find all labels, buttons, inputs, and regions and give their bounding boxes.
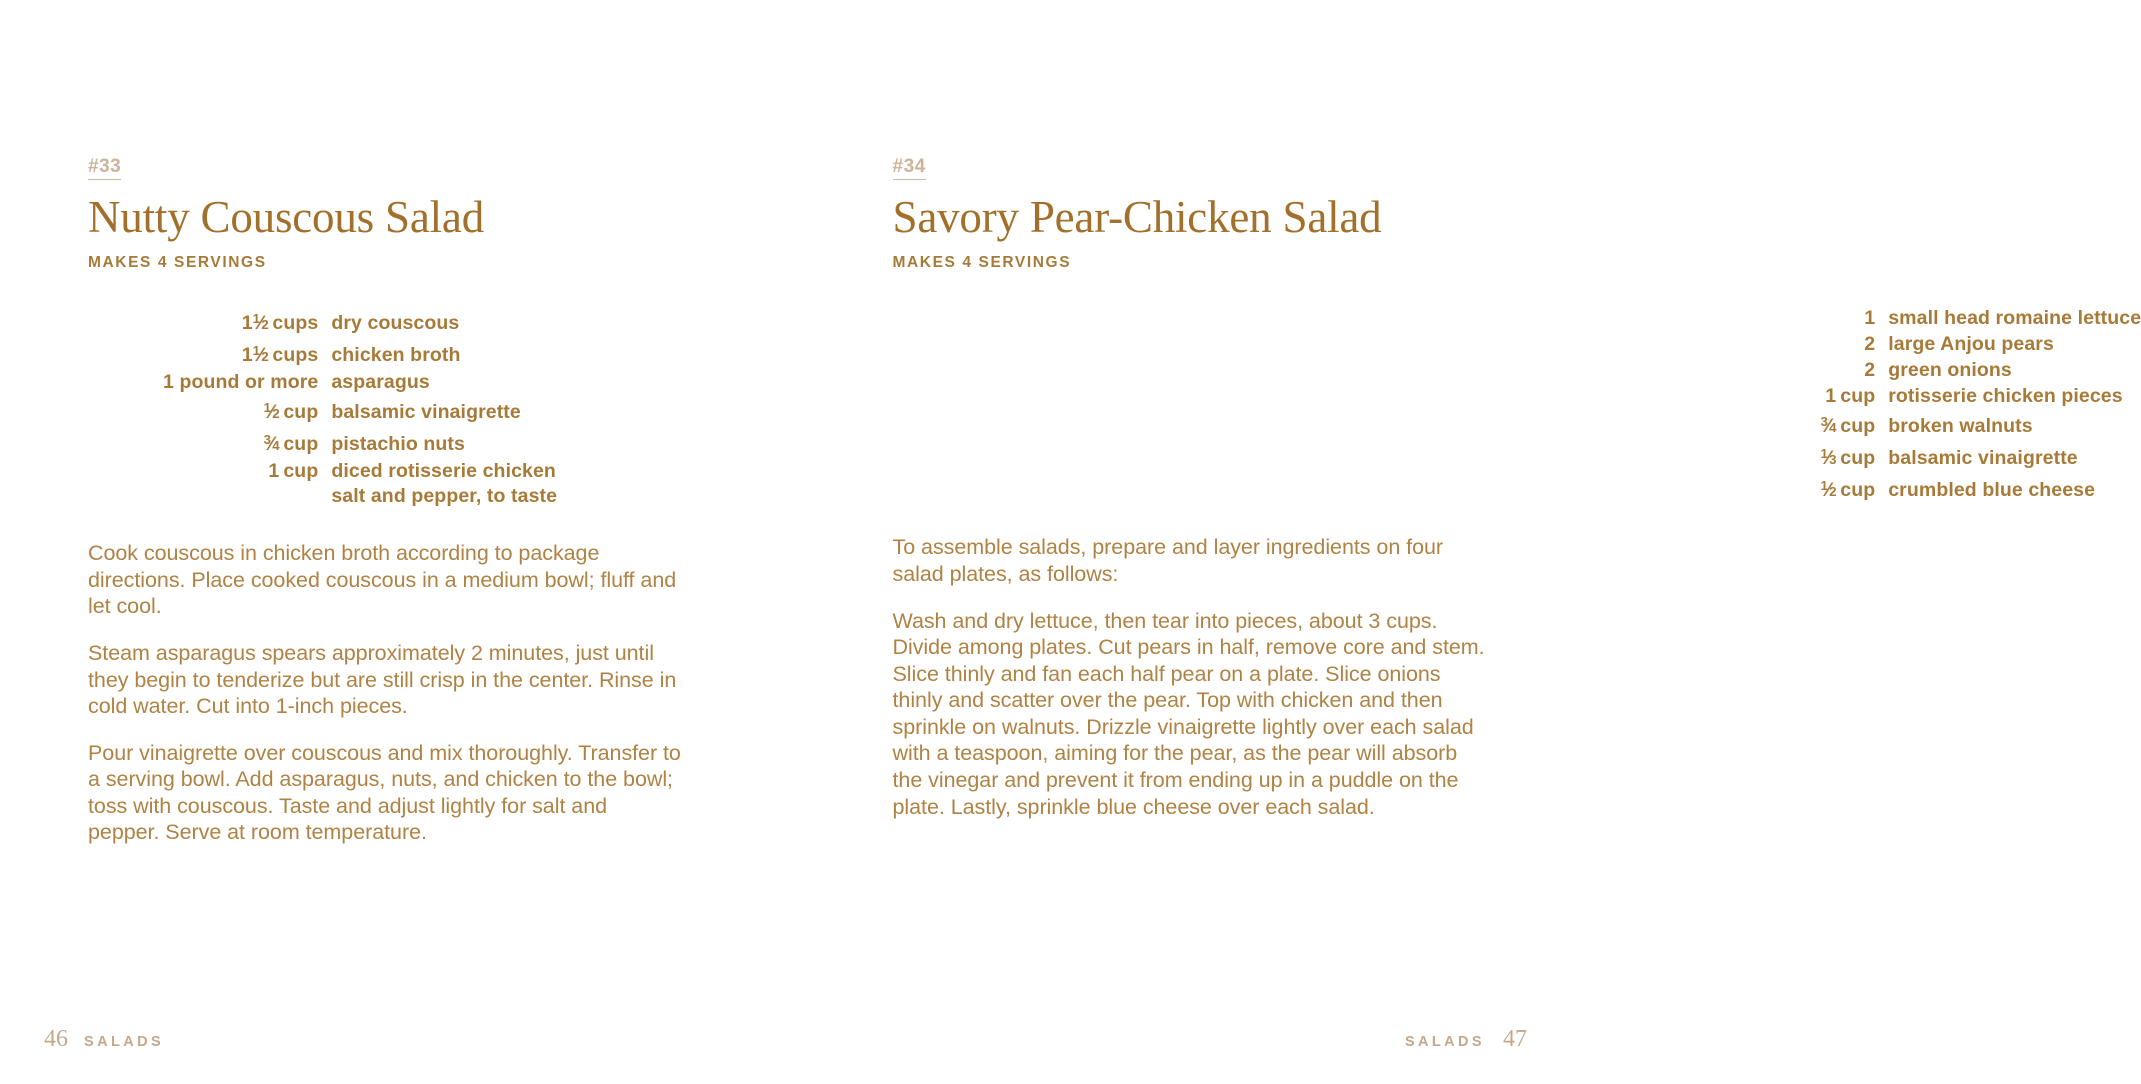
page-left (0, 0, 786, 1084)
instructions-right (893, 534, 1487, 820)
ingredient-amount: $^3$⁄4 cup (1821, 409, 1889, 441)
ingredient-row (163, 427, 557, 459)
ingredient-amount: $^1$⁄2 cup (1821, 473, 1889, 505)
ingredient-name: broken walnuts (1888, 415, 2033, 438)
fraction-glyph: $^1$⁄2 (263, 400, 280, 424)
ingredient-row (1821, 384, 2141, 410)
ingredient-name: green onions (1888, 358, 2012, 381)
ingredient-name: diced rotisserie chicken (331, 459, 556, 482)
ingredient-name: chicken broth (331, 343, 461, 366)
ingredient-name: balsamic vinaigrette (331, 401, 521, 424)
ingredient-row (1821, 409, 2141, 441)
ingredient-amount: $1^1⁄2$ cups (163, 306, 331, 338)
ingredient-row (163, 484, 557, 510)
ingredient-amount: 1 pound or more (163, 370, 319, 393)
instruction-paragraph: Pour vinaigrette over couscous and mix thoroughly. Transfer to a serving bowl. Add asparagus, nuts, and chicken to the bowl; toss with couscous. Taste and adjust lightly for salt and pepper. Serve at room temperature. (88, 740, 681, 845)
page-number-left: 46 (44, 1026, 68, 1052)
ingredient-name: rotisserie chicken pieces (1888, 384, 2123, 407)
footer-right (1405, 1027, 1527, 1051)
ingredient-name: balsamic vinaigrette (1888, 446, 2078, 469)
ingredient-amount: 2 (1864, 358, 1876, 381)
fraction-glyph: $^1$⁄3 (1820, 446, 1837, 469)
ingredient-amount: 1 (1864, 307, 1876, 330)
ingredient-row (1821, 306, 2141, 332)
instruction-paragraph: To assemble salads, prepare and layer ingredients on four salad plates, as follows: (892, 535, 1444, 586)
section-label-right: SALADS (1404, 1034, 1485, 1050)
ingredient-amount: 2 (1864, 333, 1876, 356)
recipe-title-right: Savory Pear-Chicken Salad (892, 192, 1382, 242)
recipe-number-left: #33 (88, 157, 121, 180)
instruction-paragraph: Cook couscous in chicken broth according to package directions. Place cooked couscous in a medium bowl; fluff and let cool. (88, 541, 677, 619)
ingredient-name: large Anjou pears (1888, 333, 2054, 356)
ingredient-name: salt and pepper, to taste (331, 485, 558, 508)
ingredient-row (163, 459, 557, 485)
fraction-glyph: $^3$⁄4 (1820, 414, 1837, 438)
ingredient-row (163, 395, 557, 427)
ingredient-amount: 1 cup (1825, 384, 1876, 407)
page-number-right: 47 (1503, 1026, 1527, 1052)
ingredient-list-left (163, 306, 557, 510)
ingredient-row (1821, 441, 2141, 473)
footer-left (44, 1027, 164, 1051)
ingredient-amount: $^1$⁄2 cup (163, 395, 331, 427)
fraction-glyph: $^1$⁄2 (252, 342, 269, 366)
ingredient-row (1821, 473, 2141, 505)
recipe-number-right: #34 (893, 157, 926, 180)
section-label-left: SALADS (84, 1034, 165, 1050)
recipe-servings-right: MAKES 4 SERVINGS (892, 254, 1072, 272)
ingredient-amount: $^3$⁄4 cup (163, 427, 331, 459)
ingredient-name: dry couscous (331, 312, 460, 335)
ingredient-name: small head romaine lettuce (1888, 307, 2141, 330)
instructions-left (88, 540, 682, 846)
recipe-servings-left: MAKES 4 SERVINGS (88, 254, 267, 272)
ingredient-name: asparagus (331, 370, 430, 393)
ingredient-row (163, 338, 557, 370)
recipe-title-left: Nutty Couscous Salad (88, 192, 484, 242)
ingredient-rows-left (163, 306, 557, 510)
instruction-paragraph: Steam asparagus spears approximately 2 minutes, just until they begin to tenderize but are still crisp in the center. Rinse in cold water. Cut into 1-inch pieces. (88, 640, 677, 719)
instruction-paragraph: Wash and dry lettuce, then tear into pieces, about 3 cups. Divide among plates. Cut pears in half, remove core and stem. Slice thinly and fan each half pear on a plate. Slice onions thinly and scatter over the pear. Top with chicken and then sprinkle on walnuts. Drizzle vinaigrette lightly over each salad with a teaspoon, aiming for the pear, as the pear will absorb the vinegar and prevent it from ending up in a puddle on the plate. Lastly, sprinkle blue cheese over each salad. (892, 608, 1485, 819)
fraction-glyph: $^1$⁄2 (252, 311, 269, 335)
ingredient-name: crumbled blue cheese (1888, 478, 2096, 501)
fraction-glyph: $^3$⁄4 (263, 431, 280, 455)
ingredient-list-right (1821, 306, 2141, 504)
ingredient-amount: $^1$⁄3 cup (1821, 441, 1889, 473)
ingredient-row (163, 306, 557, 338)
ingredient-amount (163, 484, 331, 510)
ingredient-row (1821, 332, 2141, 358)
fraction-glyph: $^1$⁄2 (1820, 477, 1837, 501)
ingredient-amount: $1^1⁄2$ cups (163, 338, 331, 370)
ingredient-amount: 1 cup (268, 459, 319, 482)
ingredient-row (163, 370, 557, 396)
page-right (786, 0, 2141, 1084)
ingredient-row (1821, 358, 2141, 384)
ingredient-name: pistachio nuts (331, 432, 465, 455)
ingredient-rows-right (1821, 306, 2141, 504)
